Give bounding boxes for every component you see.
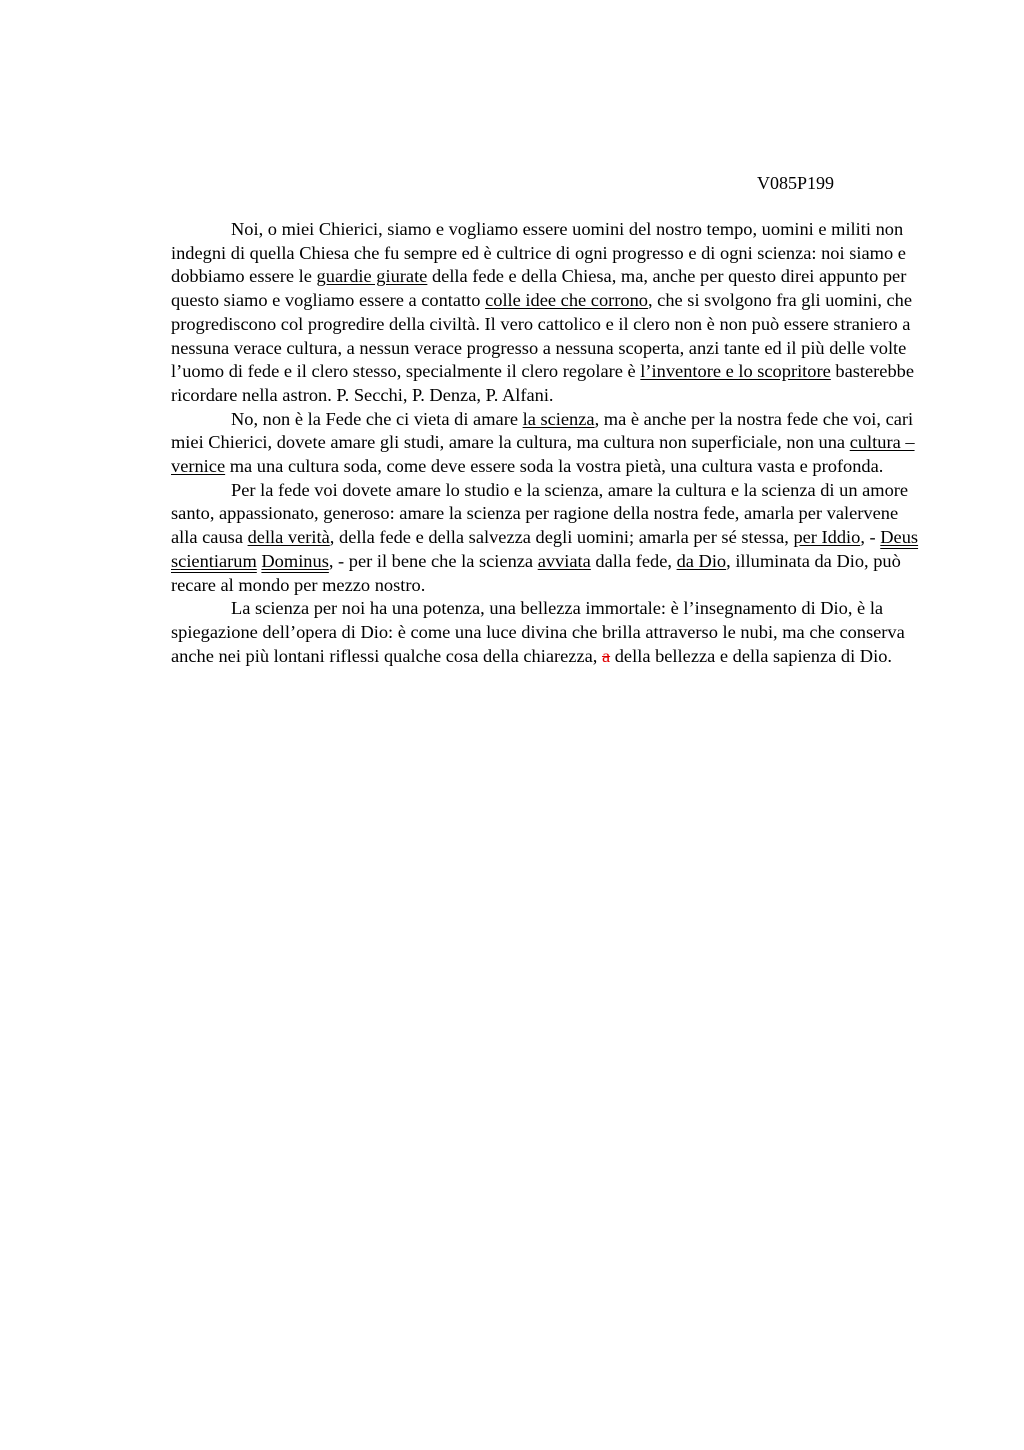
paragraph — [171, 479, 928, 598]
underlined-text: avviata — [537, 550, 591, 571]
double-underlined-text: Deus scientiarum — [171, 527, 919, 571]
underlined-text: l’inventore e lo scopritore — [640, 361, 831, 382]
text-run: basterebbe ricordare nella astron. P. Secchi, P. Denza, P. Alfani. — [171, 361, 915, 405]
text-run: , ma è anche per la nostra fede che voi, cari miei Chierici, dovete amare gli studi, amare la cultura, ma cultura non superficiale, non una — [171, 408, 914, 453]
text-run: dalla fede, — [590, 550, 677, 571]
text-run: , - per il bene che la scienza — [328, 550, 538, 571]
text-run: , che si svolgono fra gli uomini, che progrediscono col progredire della civiltà. Il vero cattolico e il clero non è non può essere straniero a nessuna verace cultura, a nessun verace progresso a nessuna scoperta, anzi tante ed il più delle volte l’uomo di fede e il clero stesso, specialmente il clero regolare è — [171, 290, 913, 382]
text-run: La scienza per noi ha una potenza, una bellezza immortale: è l’insegnamento di Dio, è la spiegazione dell’opera di Dio: è come una luce divina che brilla attraverso le nubi, ma che conserva anche nei più lontani riflessi qualche cosa della chiarezza, — [171, 598, 905, 666]
document-body — [171, 218, 928, 668]
text-run: No, non è la Fede che ci vieta di amare — [231, 408, 523, 429]
text-run: della bellezza e della sapienza di Dio. — [610, 645, 892, 666]
underlined-text: della verità — [247, 527, 330, 548]
page-code: V085P199 — [757, 173, 835, 193]
paragraph — [171, 597, 928, 668]
text-run: , illuminata da Dio, può recare al mondo per mezzo nostro. — [171, 550, 901, 595]
text-run: della fede e della Chiesa, ma, anche per questo direi appunto per questo siamo e vogliamo essere a contatto — [171, 266, 907, 311]
text-run: , - — [860, 527, 881, 548]
underlined-text: la scienza — [522, 408, 595, 429]
underlined-text: per Iddio — [793, 527, 861, 548]
double-underlined-text: Dominus — [261, 550, 329, 571]
underlined-text: colle idee che corrono — [485, 290, 648, 311]
paragraph — [171, 408, 928, 479]
text-run: Noi, o miei Chierici, siamo e vogliamo essere uomini del nostro tempo, uomini e militi non indegni di quella Chiesa che fu sempre ed è cultrice di ogni progresso e di ogni scienza: noi siamo e dobbiamo essere le — [171, 219, 906, 287]
text-run: , della fede e della salvezza degli uomini; amarla per sé stessa, — [329, 527, 794, 548]
underlined-text: guardie giurate — [316, 266, 428, 287]
text-run: ma una cultura soda, come deve essere soda la vostra pietà, una cultura vasta e profonda. — [225, 456, 884, 477]
underlined-text: da Dio — [676, 550, 727, 571]
deleted-text: a — [601, 645, 611, 666]
paragraph — [171, 218, 928, 408]
underlined-text: cultura – vernice — [171, 432, 915, 477]
text-run: Per la fede voi dovete amare lo studio e la scienza, amare la cultura e la scienza di un amore santo, appassionato, generoso: amare la scienza per ragione della nostra fede, amarla per valervene alla causa — [171, 479, 909, 548]
